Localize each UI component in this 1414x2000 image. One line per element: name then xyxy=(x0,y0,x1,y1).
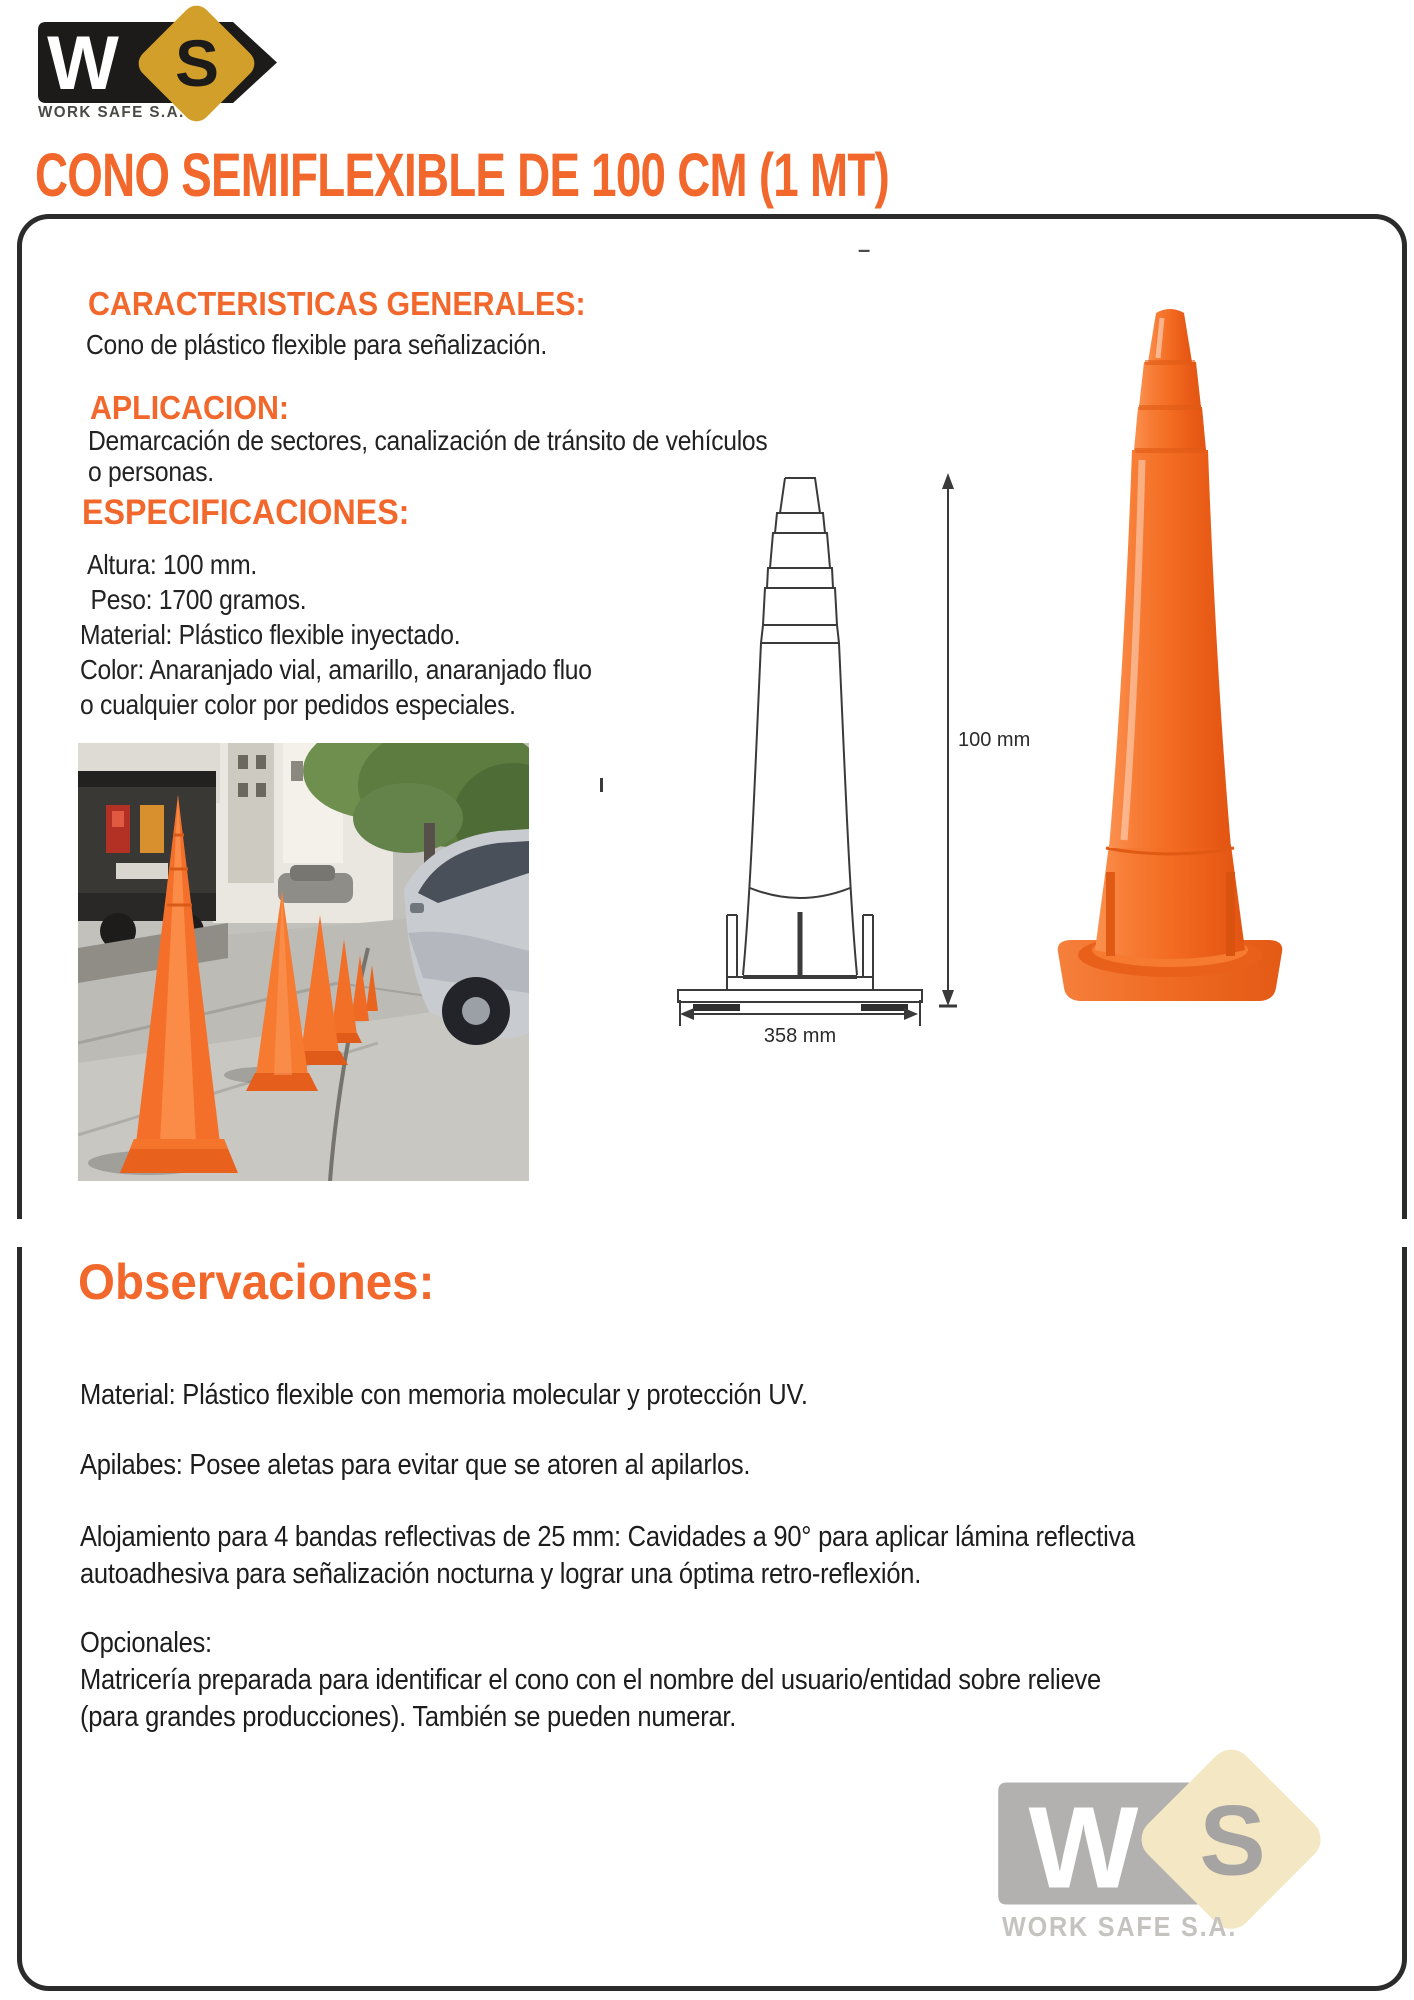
observation-reflective-line-1: Alojamiento para 4 bandas reflectivas de 25 mm: Cavidades a 90° para aplicar lámina reflectiva xyxy=(80,1521,1135,1553)
spec-line-color: Color: Anaranjado vial, amarillo, anaranjado fluo xyxy=(80,654,592,685)
observation-optional-line-1: Opcionales: xyxy=(80,1627,212,1659)
product-photo-image xyxy=(1040,300,1310,1020)
stray-tick xyxy=(600,778,603,792)
watermark-w-letter: W xyxy=(1028,1782,1139,1913)
stray-dash: – xyxy=(858,237,871,262)
cone-diagram-drawing xyxy=(550,460,1050,1080)
header xyxy=(0,0,700,135)
diagram-width-label: 358 mm xyxy=(763,1025,837,1047)
info-panel xyxy=(17,214,1407,1219)
observation-apilabes: Apilabes: Posee aletas para evitar que se atoren al apilarlos. xyxy=(80,1449,751,1481)
application-line-2: o personas. xyxy=(88,456,214,487)
observation-material: Material: Plástico flexible con memoria molecular y protección UV. xyxy=(80,1379,808,1411)
page-title: CONO SEMIFLEXIBLE DE 100 CM (1 MT) xyxy=(35,141,890,209)
general-heading: CARACTERISTICAS GENERALES: xyxy=(88,285,586,322)
observation-reflective xyxy=(80,1519,1279,1593)
spec-line-altura: Altura: 100 mm. xyxy=(87,549,258,580)
application-heading: APLICACION: xyxy=(90,389,290,426)
watermark-s-letter: S xyxy=(1199,1785,1266,1897)
spec-line-color-cont: o cualquier color por pedidos especiales. xyxy=(80,689,516,720)
diagram-height-label: 100 mm xyxy=(958,729,1031,751)
observation-optional xyxy=(80,1625,1240,1736)
application-line-1: Demarcación de sectores, canalización de tránsito de vehículos xyxy=(88,425,768,456)
observations-heading: Observaciones: xyxy=(78,1254,435,1310)
spec-line-material: Material: Plástico flexible inyectado. xyxy=(80,619,461,650)
cone-diagram xyxy=(550,460,1050,1080)
observation-optional-line-3: (para grandes producciones). También se pueden numerar. xyxy=(80,1701,737,1733)
specs-heading: ESPECIFICACIONES: xyxy=(82,493,410,532)
street-photo xyxy=(78,743,529,1181)
general-body: Cono de plástico flexible para señalización. xyxy=(86,329,547,360)
spec-line-peso: Peso: 1700 gramos. xyxy=(90,584,307,615)
watermark-caption: WORK SAFE S.A. xyxy=(1002,1911,1238,1942)
observation-optional-line-2: Matricería preparada para identificar el cono con el nombre del usuario/entidad sobre relieve xyxy=(80,1664,1101,1696)
logo-s-letter: S xyxy=(174,26,220,100)
brand-caption: WORK SAFE S.A. xyxy=(38,104,185,121)
logo-w-letter: W xyxy=(47,21,119,106)
observation-reflective-line-2: autoadhesiva para señalización nocturna y lograr una óptima retro-reflexión. xyxy=(80,1558,922,1590)
product-photo xyxy=(1040,300,1310,1020)
street-photo-image xyxy=(78,743,529,1181)
observations-panel xyxy=(17,1247,1407,1991)
